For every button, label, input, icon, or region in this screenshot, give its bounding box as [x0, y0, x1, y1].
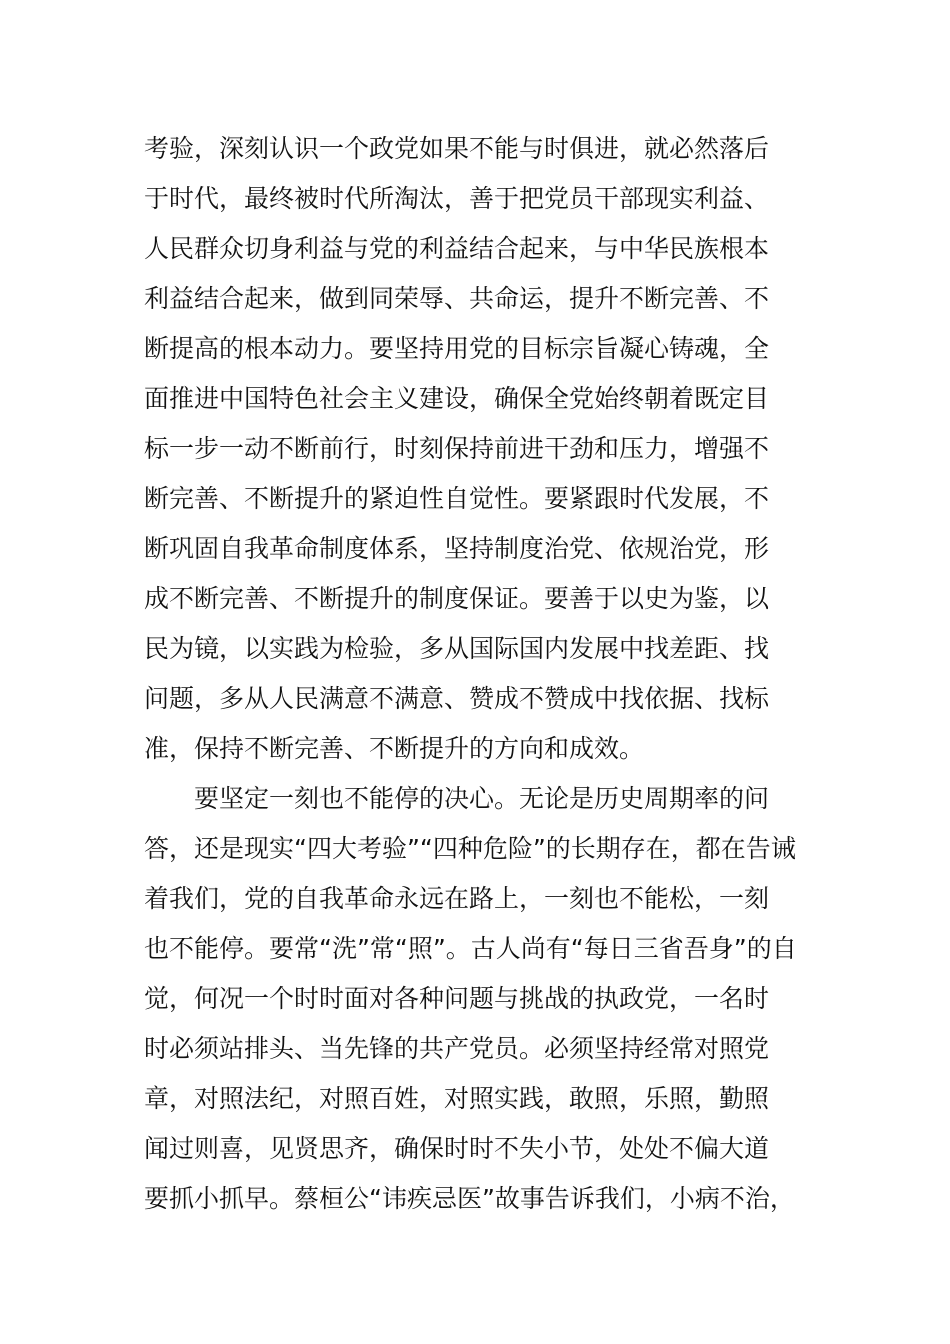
text-line: 答，还是现实“四大考验”“四种危险”的长期存在，都在告诫: [144, 834, 796, 863]
text-line: 成不断完善、不断提升的制度保证。要善于以史为鉴，以: [144, 584, 770, 613]
text-line: 要坚定一刻也不能停的决心。无论是历史周期率的问: [144, 784, 770, 813]
text-line: 利益结合起来，做到同荣辱、共命运，提升不断完善、不: [144, 284, 770, 313]
text-line: 民为镜，以实践为检验，多从国际国内发展中找差距、找: [144, 634, 770, 663]
text-line: 于时代，最终被时代所淘汰，善于把党员干部现实利益、: [144, 184, 770, 213]
text-line: 断提高的根本动力。要坚持用党的目标宗旨凝心铸魂，全: [144, 334, 770, 363]
text-line: 断巩固自我革命制度体系，坚持制度治党、依规治党，形: [144, 534, 770, 563]
text-line: 面推进中国特色社会主义建设，确保全党始终朝着既定目: [144, 384, 770, 413]
text-line: 着我们，党的自我革命永远在路上，一刻也不能松，一刻: [144, 884, 770, 913]
body-text: [144, 124, 814, 1224]
text-line: 标一步一动不断前行，时刻保持前进干劲和压力，增强不: [144, 434, 770, 463]
text-line: 准，保持不断完善、不断提升的方向和成效。: [144, 734, 645, 763]
text-line: 也不能停。要常“洗”常“照”。古人尚有“每日三省吾身”的自: [144, 934, 797, 963]
text-line: 断完善、不断提升的紧迫性自觉性。要紧跟时代发展，不: [144, 484, 770, 513]
text-line: 闻过则喜，见贤思齐，确保时时不失小节，处处不偏大道: [144, 1134, 770, 1163]
text-line: 要抓小抓早。蔡桓公“讳疾忌医”故事告诉我们，小病不治，: [144, 1184, 795, 1213]
text-line: 人民群众切身利益与党的利益结合起来，与中华民族根本: [144, 234, 770, 263]
text-line: 觉，何况一个时时面对各种问题与挑战的执政党，一名时: [144, 984, 770, 1013]
text-line: 章，对照法纪，对照百姓，对照实践，敢照，乐照，勤照: [144, 1084, 770, 1113]
text-line: 时必须站排头、当先锋的共产党员。必须坚持经常对照党: [144, 1034, 770, 1063]
text-line: 问题，多从人民满意不满意、赞成不赞成中找依据、找标: [144, 684, 770, 713]
text-line: 考验，深刻认识一个政党如果不能与时俱进，就必然落后: [144, 134, 770, 163]
